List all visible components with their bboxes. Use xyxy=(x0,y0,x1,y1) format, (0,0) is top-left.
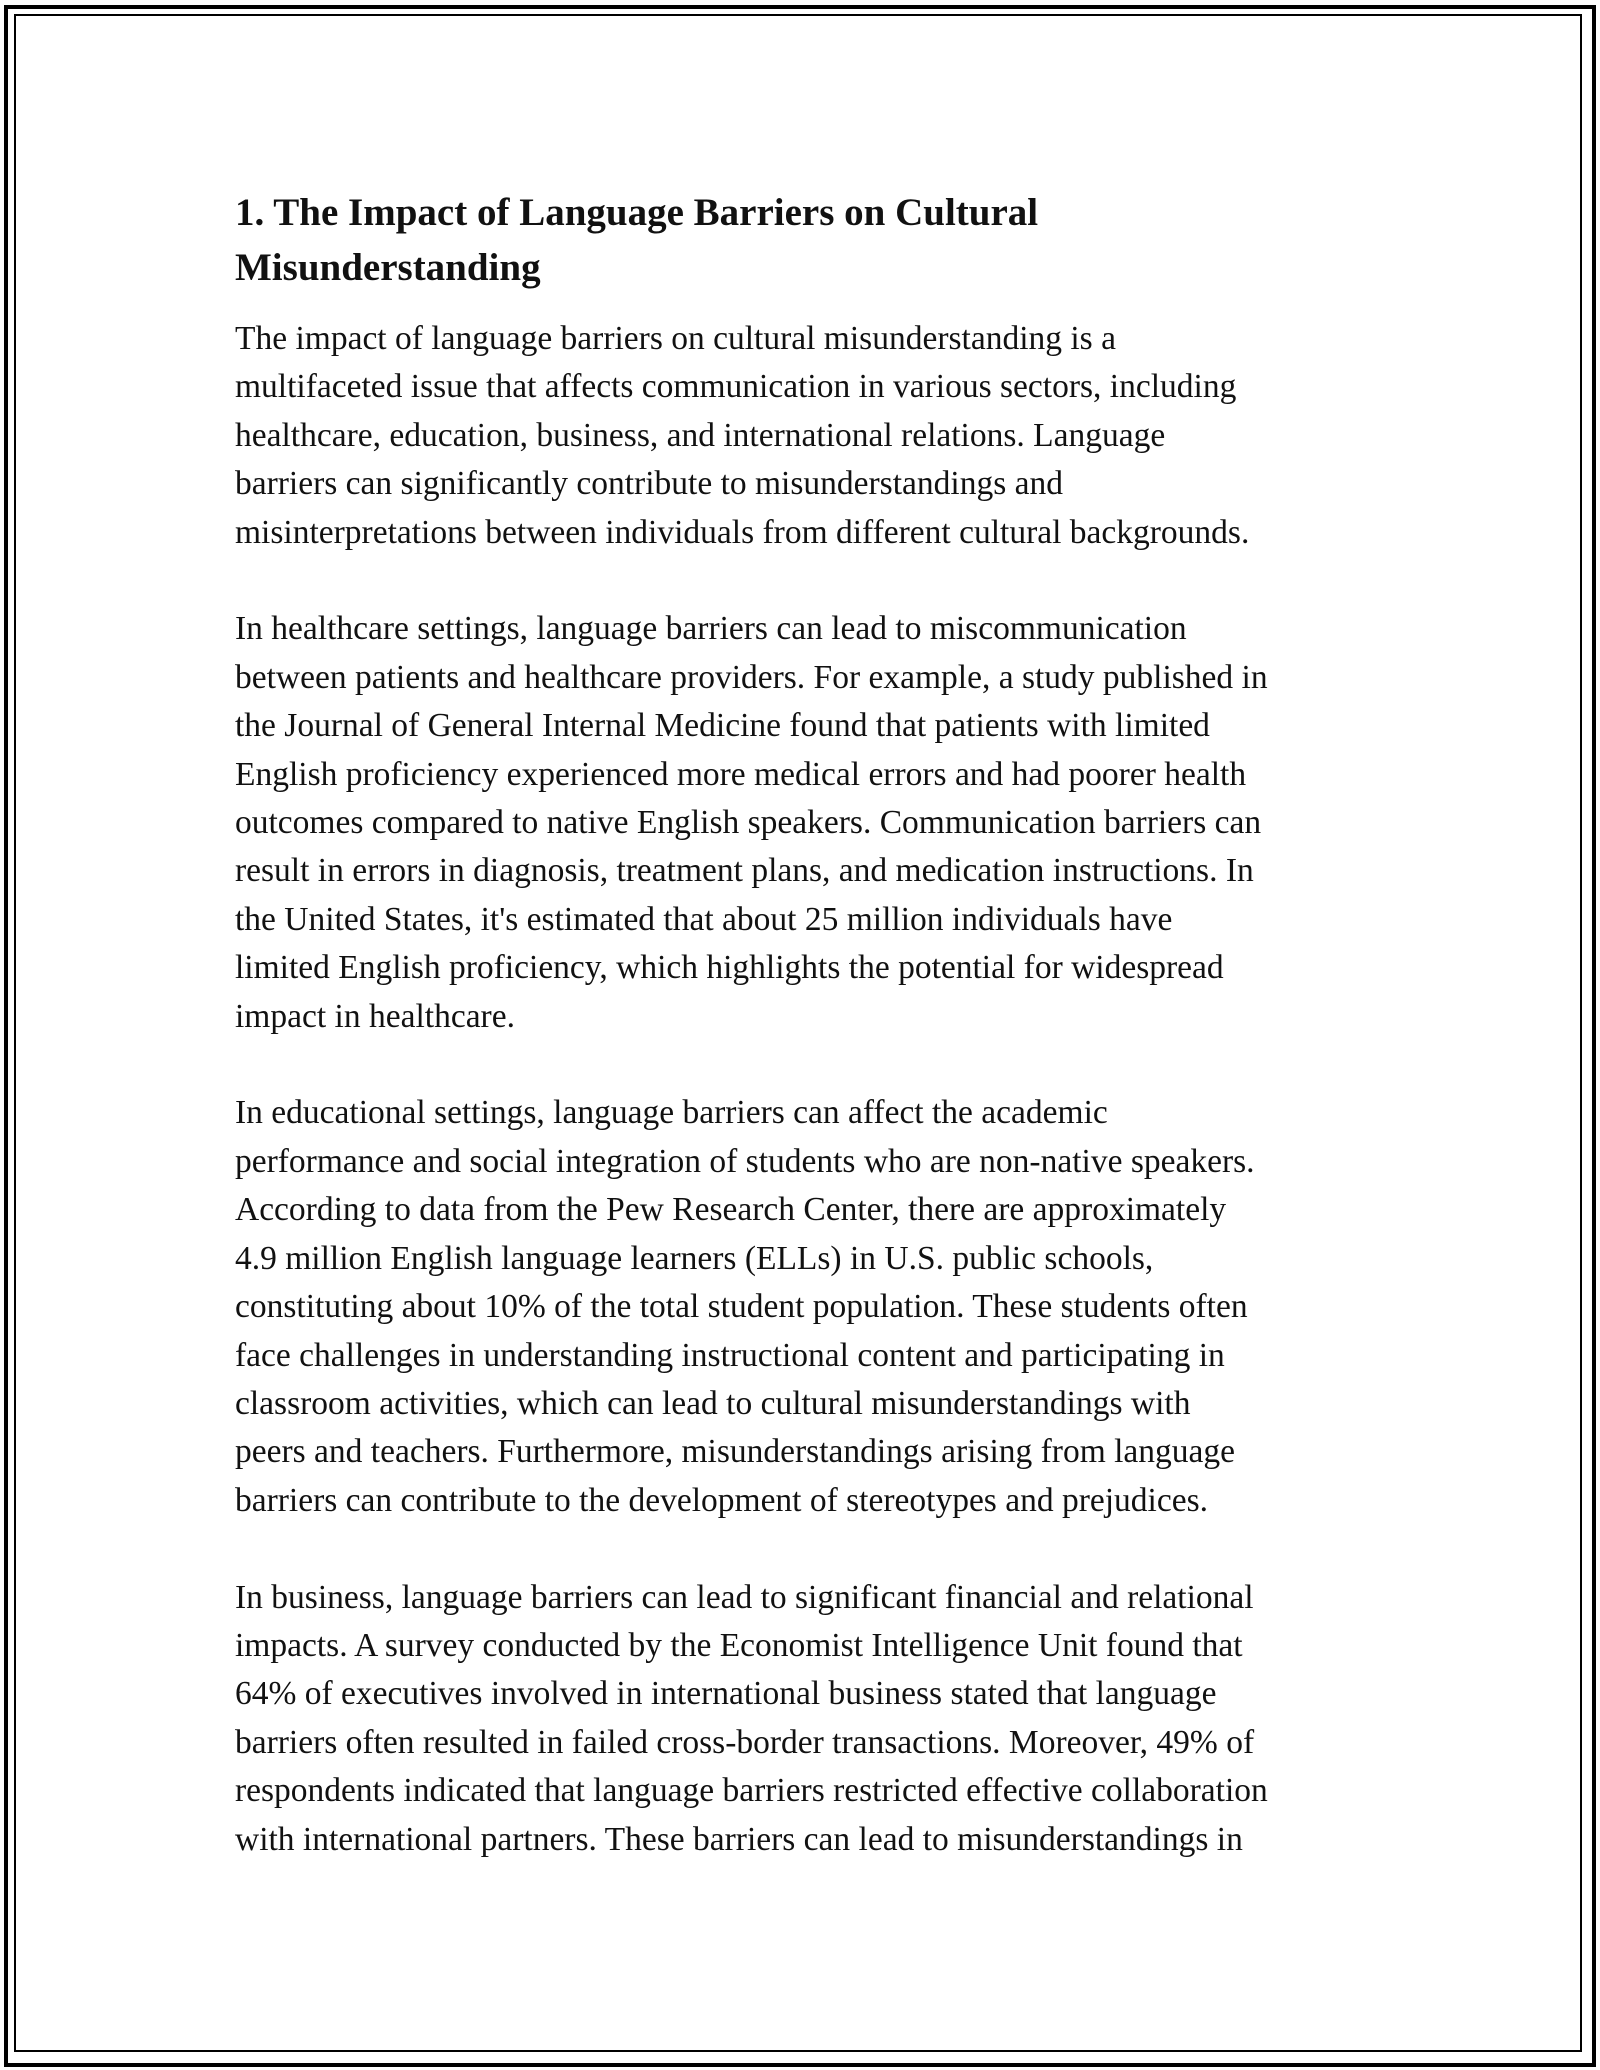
paragraph-business: In business, language barriers can lead to significant financial and relational impacts. A survey conducted by the Economist Intelligence Unit found that 64% of executives involved in international business stated that language barriers often resulted in failed cross-border transactions. Moreover, 49% of respondents indicated that language barriers restricted effective collaboration with international partners. These barriers can lead to misunderstandings in xyxy=(235,1578,1268,1858)
paragraph-healthcare: In healthcare settings, language barriers can lead to miscommunication between patients and healthcare providers. For example, a study published in the Journal of General Internal Medicine found that patients with limited English proficiency experienced more medical errors and had poorer health outcomes compared to native English speakers. Communication barriers can result in errors in diagnosis, treatment plans, and medication instructions. In the United States, it's estimated that about 25 million individuals have limited English proficiency, which highlights the potential for widespread impact in healthcare. xyxy=(235,610,1268,1035)
document-body xyxy=(235,185,1395,1912)
paragraph-education: In educational settings, language barriers can affect the academic performance and social integration of students who are non-native speakers. According to data from the Pew Research Center, there are approximately 4.9 million English language learners (ELLs) in U.S. public schools, constituting about 10% of the total student population. These students often face challenges in understanding instructional content and participating in classroom activities, which can lead to cultural misunderstandings with peers and teachers. Furthermore, misunderstandings arising from language barriers can contribute to the development of stereotypes and prejudices. xyxy=(235,1094,1255,1519)
page-title: 1. The Impact of Language Barriers on Cultural Misunderstanding xyxy=(235,191,1039,289)
paragraph-intro: The impact of language barriers on cultural misunderstanding is a multifaceted issue that affects communication in various sectors, including healthcare, education, business, and international relations. Language barriers can significantly contribute to misunderstandings and misinterpretations between individuals from different cultural backgrounds. xyxy=(235,320,1250,551)
